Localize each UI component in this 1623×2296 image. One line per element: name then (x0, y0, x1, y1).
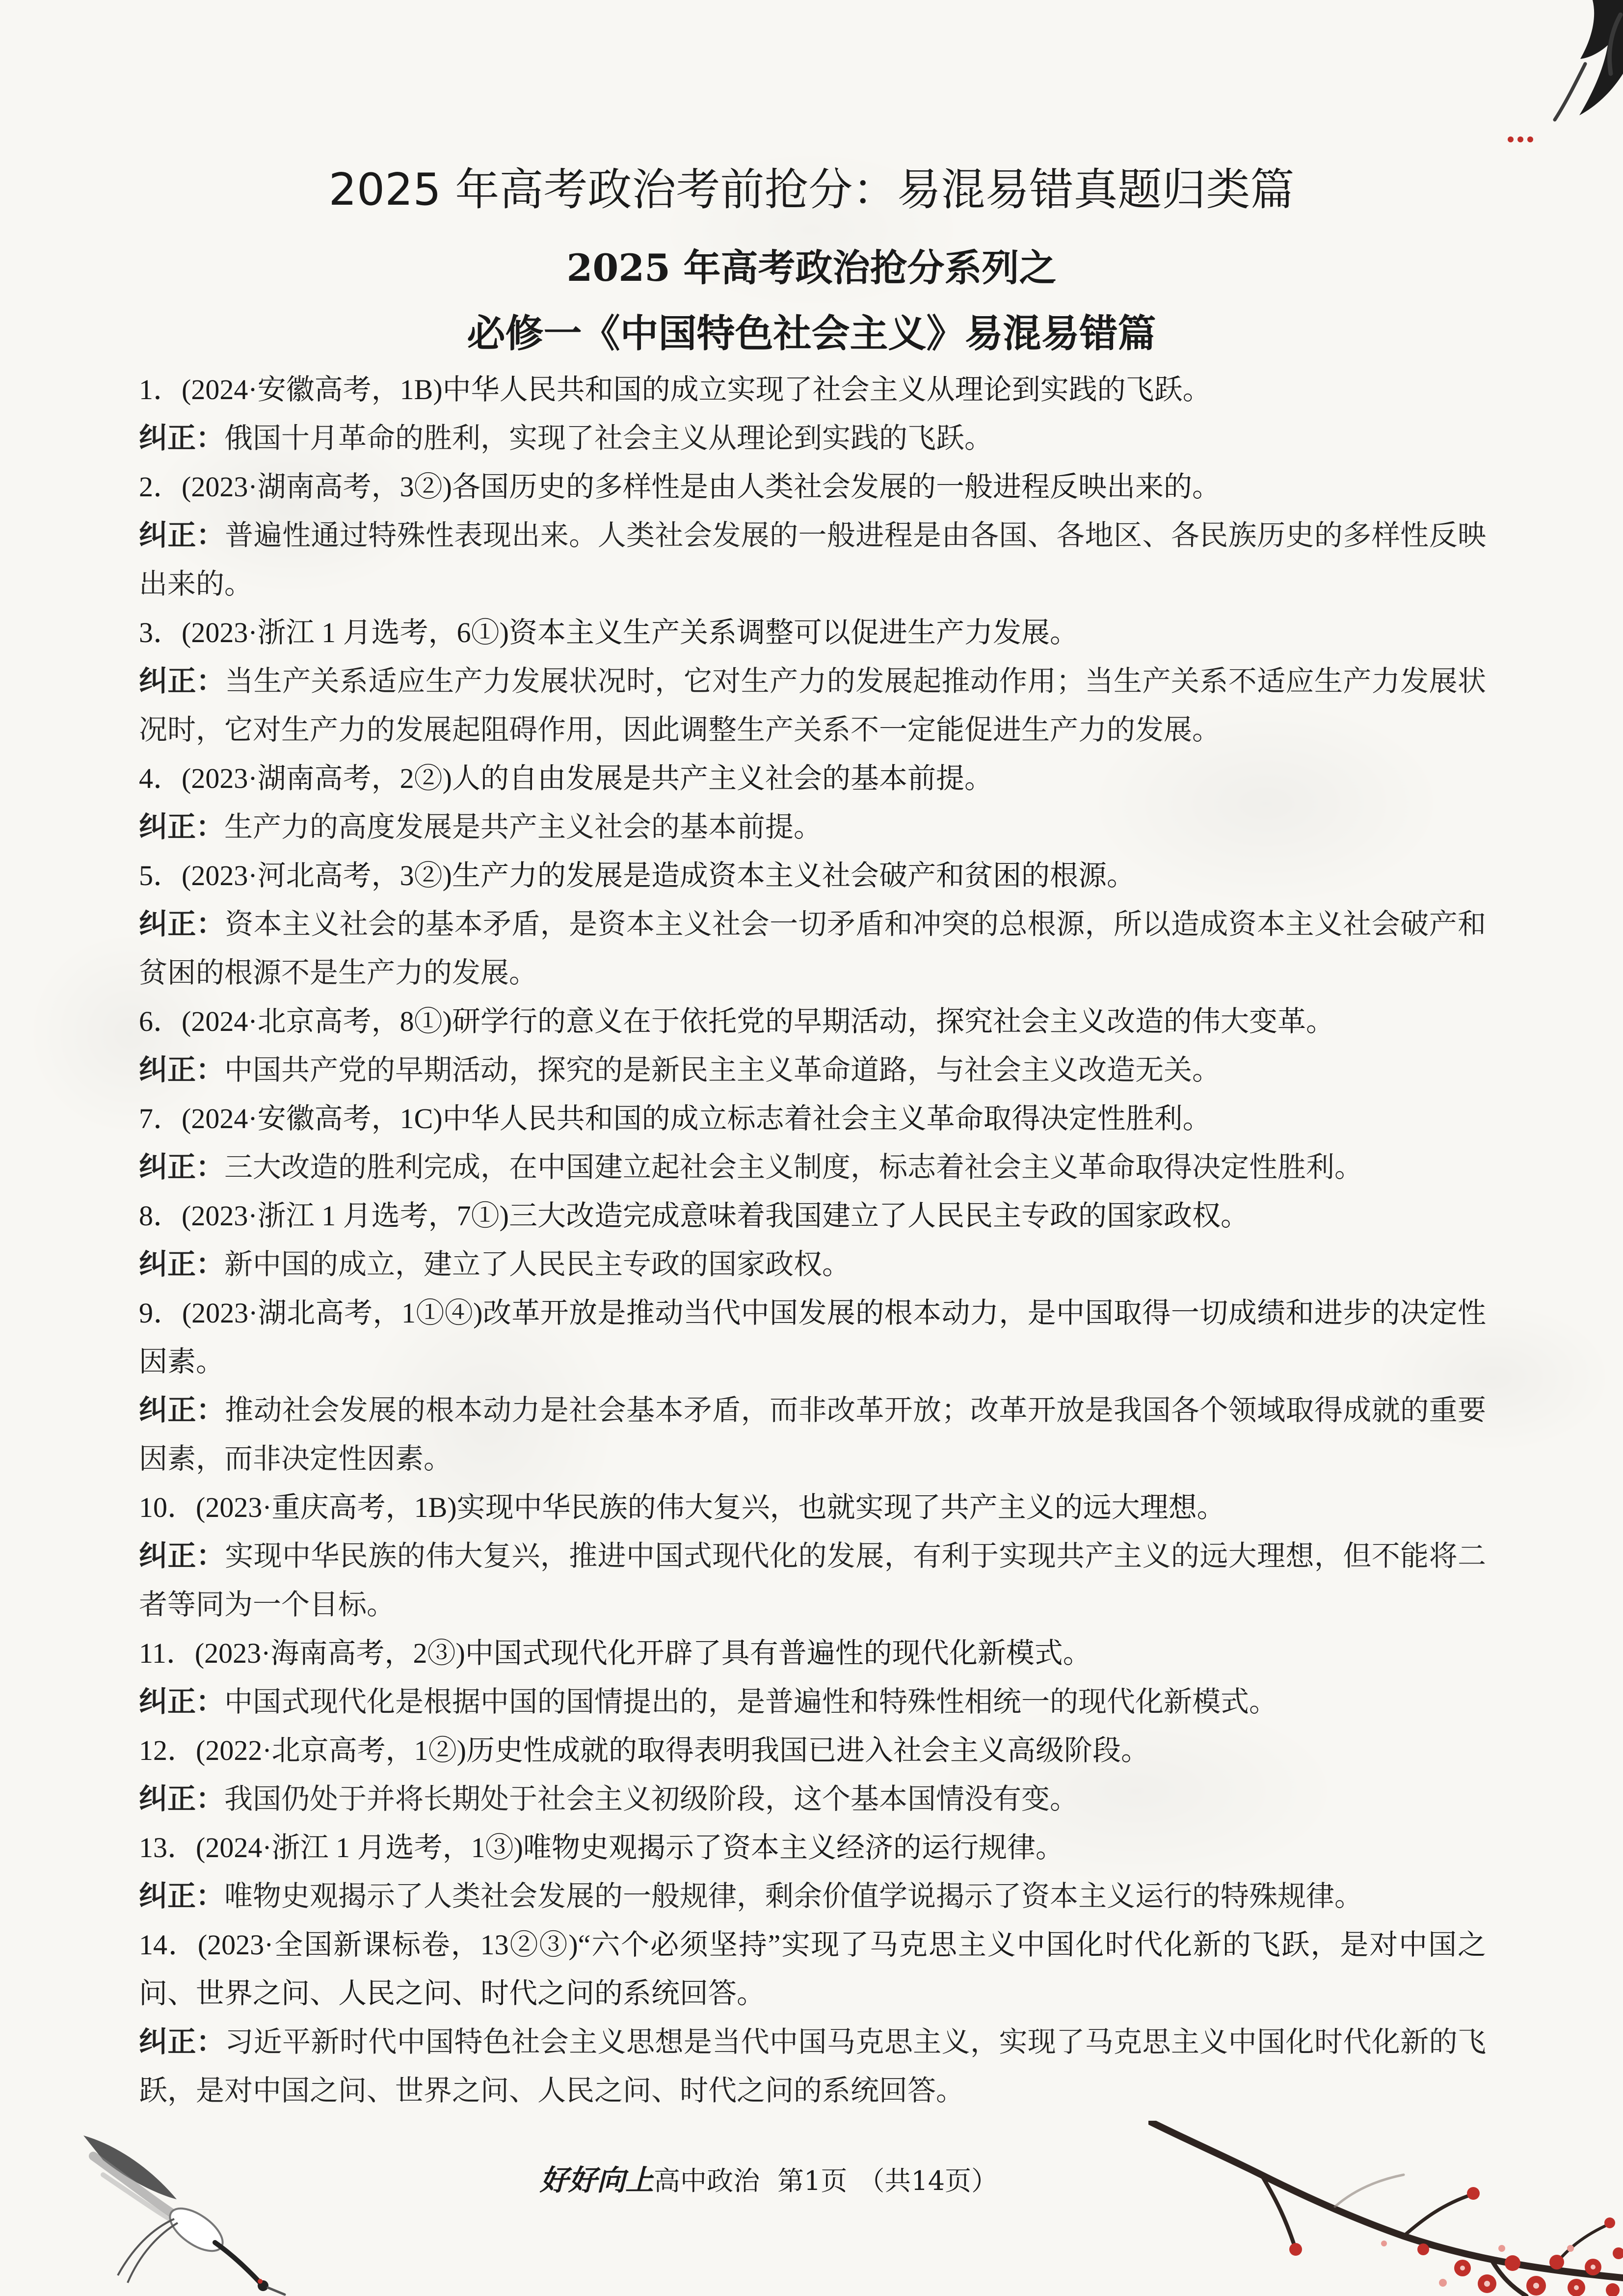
question-number: 11． (139, 1637, 195, 1669)
question-item-9 (139, 1289, 1486, 1386)
correction-item-1 (139, 414, 1486, 462)
correction-label: 纠正： (139, 1685, 225, 1718)
crane-illustration (74, 2126, 319, 2296)
correction-item-11 (139, 1677, 1486, 1726)
page-title: 2025 年高考政治考前抢分：易混易错真题归类篇 (328, 164, 1295, 216)
question-number: 2． (139, 471, 182, 503)
correction-item-10 (139, 1532, 1486, 1629)
plum-blossom-illustration (1148, 2121, 1623, 2296)
footer-subject: 高中政治 (654, 2165, 760, 2196)
series-title: 2025 年高考政治抢分系列之 (566, 246, 1057, 290)
question-item-8 (139, 1191, 1486, 1240)
correction-item-14 (139, 2018, 1486, 2115)
correction-text: 唯物史观揭示了人类社会发展的一般规律，剩余价值学说揭示了资本主义运行的特殊规律。 (224, 1879, 1363, 1913)
question-item-1 (139, 365, 1486, 414)
question-text: (2023·浙江 1 月选考，6①)资本主义生产关系调整可以促进生产力发展。 (182, 617, 1078, 648)
swallow-illustration (1492, 0, 1623, 162)
page-total: （共14页） (858, 2165, 998, 2196)
correction-item-6 (139, 1046, 1486, 1094)
question-number: 5． (139, 860, 182, 891)
question-number: 8． (139, 1200, 182, 1232)
correction-text: 中国式现代化是根据中国的国情提出的，是普遍性和特殊性相统一的现代化新模式。 (224, 1685, 1278, 1718)
question-item-13 (139, 1823, 1486, 1872)
correction-text: 中国共产党的早期活动，探究的是新民主主义革命道路，与社会主义改造无关。 (224, 1053, 1221, 1086)
section-subtitle: 必修一《中国特色社会主义》易混易错篇 (467, 311, 1156, 356)
question-number: 9． (139, 1297, 182, 1329)
question-number: 4． (139, 762, 182, 794)
correction-item-13 (139, 1872, 1486, 1920)
question-item-11 (139, 1629, 1486, 1677)
question-text: (2022·北京高考，1②)历史性成就的取得表明我国已进入社会主义高级阶段。 (196, 1734, 1149, 1766)
correction-item-9 (139, 1386, 1486, 1483)
question-item-5 (139, 851, 1486, 900)
question-item-12 (139, 1726, 1486, 1775)
correction-text: 当生产关系适应生产力发展状况时，它对生产力的发展起推动作用；当生产关系不适应生产力发展状况时，它对生产力的发展起阻碍作用，因此调整生产关系不一定能促进生产力的发展。 (139, 664, 1486, 746)
question-item-6 (139, 997, 1486, 1046)
correction-label: 纠正： (139, 1539, 225, 1572)
correction-text: 普遍性通过特殊性表现出来。人类社会发展的一般进程是由各国、各地区、各民族历史的多样性反映出来的。 (139, 518, 1486, 600)
correction-text: 俄国十月革命的胜利，实现了社会主义从理论到实践的飞跃。 (224, 421, 993, 455)
question-item-7 (139, 1094, 1486, 1143)
question-text: (2023·重庆高考，1B)实现中华民族的伟大复兴，也就实现了共产主义的远大理想。 (196, 1491, 1225, 1523)
correction-item-4 (139, 803, 1486, 851)
question-text: (2023·湖南高考，3②)各国历史的多样性是由人类社会发展的一般进程反映出来的。 (182, 471, 1221, 503)
correction-label: 纠正： (139, 2025, 225, 2058)
question-number: 12． (139, 1734, 196, 1766)
question-list (139, 365, 1486, 2115)
question-item-14 (139, 1920, 1486, 2018)
correction-text: 实现中华民族的伟大复兴，推进中国式现代化的发展，有利于实现共产主义的远大理想，但不能将二者等同为一个目标。 (139, 1539, 1486, 1621)
page-number: 第1页 (777, 2165, 848, 2196)
question-text: (2023·河北高考，3②)生产力的发展是造成资本主义社会破产和贫困的根源。 (182, 860, 1135, 891)
correction-item-7 (139, 1143, 1486, 1191)
question-text: (2023·湖北高考，1①④)改革开放是推动当代中国发展的根本动力，是中国取得一切成绩和进步的决定性因素。 (139, 1297, 1486, 1378)
question-number: 6． (139, 1005, 182, 1037)
correction-text: 习近平新时代中国特色社会主义思想是当代中国马克思主义，实现了马克思主义中国化时代化新的飞跃，是对中国之问、世界之问、人民之问、时代之问的系统回答。 (139, 2025, 1486, 2107)
correction-item-2 (139, 511, 1486, 608)
question-number: 1． (139, 374, 182, 405)
correction-label: 纠正： (139, 1053, 225, 1086)
question-text: (2023·全国新课标卷，13②③)“六个必须坚持”实现了马克思主义中国化时代化新的飞跃，是对中国之问、世界之问、人民之问、时代之问的系统回答。 (139, 1929, 1486, 2009)
page-footer (540, 2162, 998, 2198)
question-text: (2024·浙江 1 月选考，1③)唯物史观揭示了资本主义经济的运行规律。 (196, 1832, 1064, 1864)
correction-text: 推动社会发展的根本动力是社会基本矛盾，而非改革开放；改革开放是我国各个领域取得成就的重要因素，而非决定性因素。 (139, 1393, 1486, 1475)
correction-item-3 (139, 657, 1486, 754)
correction-label: 纠正： (139, 810, 225, 843)
correction-label: 纠正： (139, 1782, 225, 1815)
question-text: (2023·湖南高考，2②)人的自由发展是共产主义社会的基本前提。 (182, 762, 993, 794)
correction-text: 新中国的成立，建立了人民民主专政的国家政权。 (224, 1247, 851, 1281)
correction-label: 纠正： (139, 1879, 225, 1913)
question-text: (2024·安徽高考，1C)中华人民共和国的成立标志着社会主义革命取得决定性胜利。 (182, 1103, 1211, 1134)
question-item-10 (139, 1483, 1486, 1532)
question-item-2 (139, 462, 1486, 511)
question-text: (2023·浙江 1 月选考，7①)三大改造完成意味着我国建立了人民民主专政的国家政权。 (182, 1200, 1249, 1232)
correction-item-12 (139, 1775, 1486, 1823)
correction-label: 纠正： (139, 1393, 225, 1427)
correction-text: 三大改造的胜利完成，在中国建立起社会主义制度，标志着社会主义革命取得决定性胜利。 (224, 1150, 1363, 1184)
correction-label: 纠正： (139, 421, 225, 455)
question-number: 14． (139, 1929, 198, 1961)
correction-label: 纠正： (139, 664, 225, 698)
question-item-3 (139, 608, 1486, 657)
correction-label: 纠正： (139, 907, 225, 941)
correction-label: 纠正： (139, 1247, 225, 1281)
question-item-4 (139, 754, 1486, 803)
correction-item-8 (139, 1240, 1486, 1289)
question-number: 13． (139, 1832, 196, 1864)
question-number: 7． (139, 1103, 182, 1134)
question-text: (2024·安徽高考，1B)中华人民共和国的成立实现了社会主义从理论到实践的飞跃。 (182, 374, 1211, 405)
correction-item-5 (139, 900, 1486, 997)
question-number: 3． (139, 617, 182, 648)
correction-label: 纠正： (139, 518, 225, 552)
question-number: 10． (139, 1491, 196, 1523)
question-text: (2023·海南高考，2③)中国式现代化开辟了具有普遍性的现代化新模式。 (194, 1637, 1091, 1669)
correction-text: 我国仍处于并将长期处于社会主义初级阶段，这个基本国情没有变。 (224, 1782, 1079, 1815)
correction-text: 生产力的高度发展是共产主义社会的基本前提。 (224, 810, 823, 843)
question-text: (2024·北京高考，8①)研学行的意义在于依托党的早期活动，探究社会主义改造的伟大变革。 (182, 1005, 1334, 1037)
brand-logo: 好好向上 (540, 2163, 654, 2197)
correction-label: 纠正： (139, 1150, 225, 1184)
correction-text: 资本主义社会的基本矛盾，是资本主义社会一切矛盾和冲突的总根源，所以造成资本主义社会破产和贫困的根源不是生产力的发展。 (139, 907, 1486, 989)
